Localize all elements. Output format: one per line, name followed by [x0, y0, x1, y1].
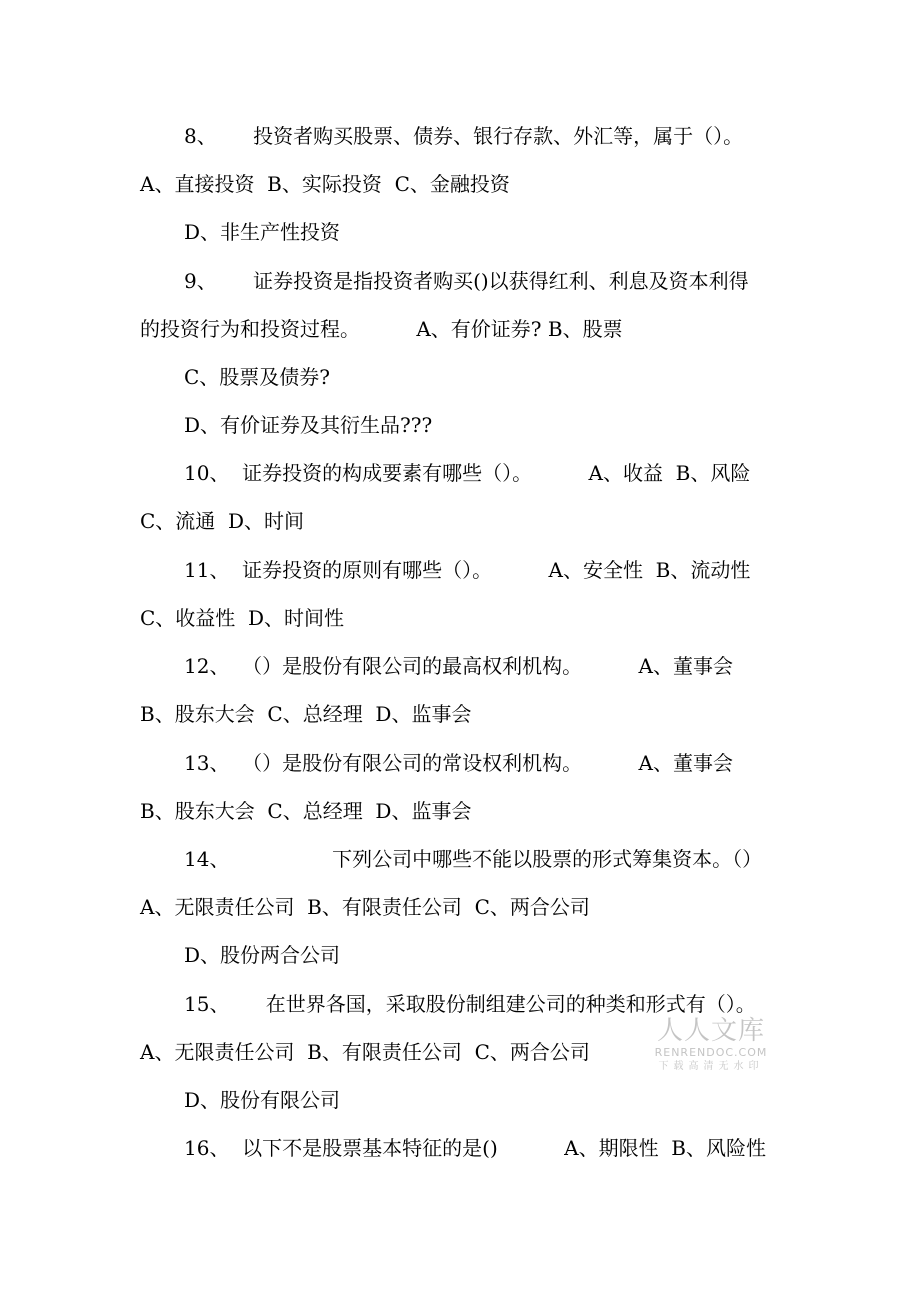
question-14-stem: 14、 下列公司中哪些不能以股票的形式筹集资本。（）	[184, 847, 763, 871]
question-11-options-c-d: C、收益性 D、时间性	[140, 606, 345, 630]
watermark	[648, 1016, 774, 1074]
question-8-options-a-c: A、直接投资 B、实际投资 C、金融投资	[140, 172, 510, 196]
question-14-option-d: D、股份两合公司	[184, 943, 341, 967]
question-15-option-d: D、股份有限公司	[184, 1088, 341, 1112]
question-13-options-b-d: B、股东大会 C、总经理 D、监事会	[140, 799, 472, 823]
question-11-stem: 11、 证券投资的原则有哪些（）。 A、安全性 B、流动性	[184, 558, 751, 582]
question-9-stem: 9、 证券投资是指投资者购买()以获得红利、利息及资本利得	[184, 269, 749, 293]
question-12-options-b-d: B、股东大会 C、总经理 D、监事会	[140, 702, 472, 726]
question-10-stem: 10、 证券投资的构成要素有哪些（）。 A、收益 B、风险	[184, 461, 751, 485]
question-16-stem: 16、 以下不是股票基本特征的是() A、期限性 B、风险性	[184, 1136, 766, 1160]
question-10-options-c-d: C、流通 D、时间	[140, 509, 305, 533]
question-9-stem-continued: 的投资行为和投资过程。 A、有价证券? B、股票	[140, 317, 623, 341]
question-8-option-d: D、非生产性投资	[184, 220, 341, 244]
watermark-subtitle: 下载高清无水印	[658, 1061, 764, 1072]
question-12-stem: 12、 （）是股份有限公司的最高权利机构。 A、董事会	[184, 654, 733, 678]
question-8-stem: 8、 投资者购买股票、债券、银行存款、外汇等，属于（）。	[184, 124, 744, 148]
question-15-stem: 15、 在世界各国，采取股份制组建公司的种类和形式有（）。	[184, 992, 756, 1016]
watermark-url: RENRENDOC.COM	[654, 1046, 768, 1059]
question-9-option-c: C、股票及债券?	[184, 365, 331, 389]
question-14-options-a-c: A、无限责任公司 B、有限责任公司 C、两合公司	[140, 895, 590, 919]
question-9-option-d: D、有价证券及其衍生品???	[184, 413, 433, 437]
question-13-stem: 13、 （）是股份有限公司的常设权利机构。 A、董事会	[184, 751, 733, 775]
question-15-options-a-c: A、无限责任公司 B、有限责任公司 C、两合公司	[140, 1040, 590, 1064]
watermark-title: 人人文库	[656, 1016, 765, 1046]
